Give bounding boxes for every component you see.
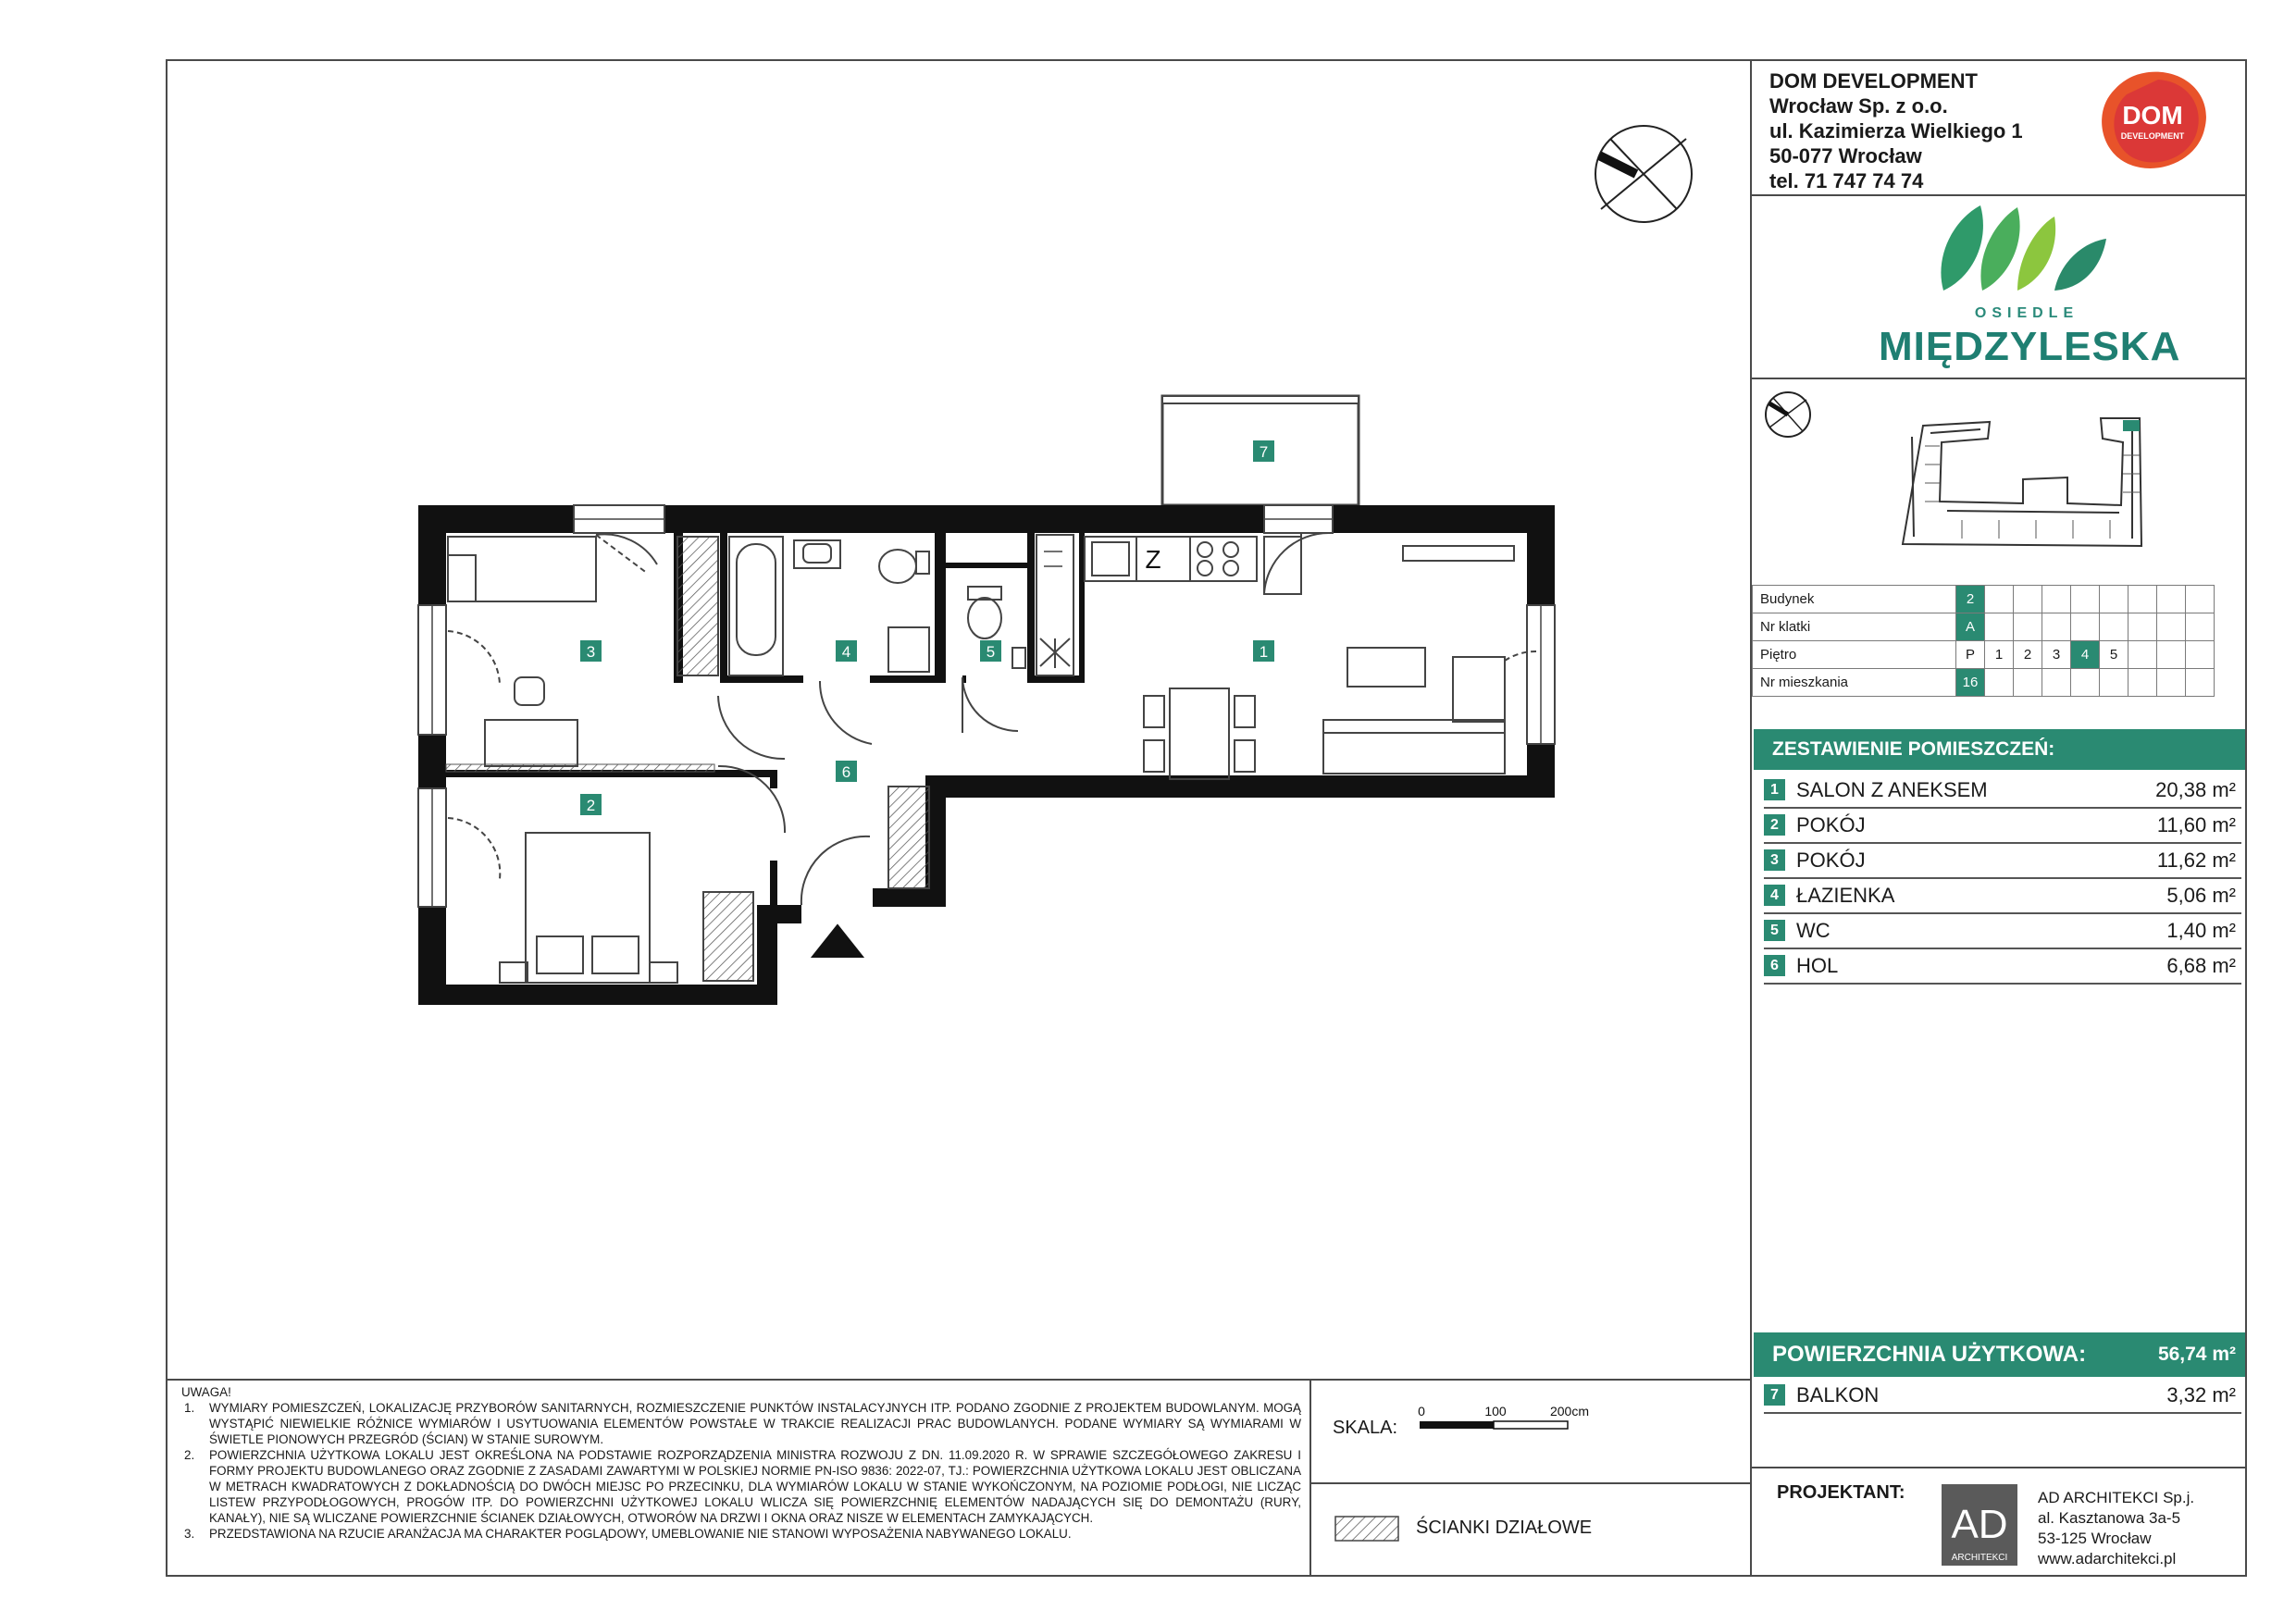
room-badge-2: 2 [586,797,596,814]
svg-text:ARCHITEKCI: ARCHITEKCI [1951,1553,2008,1563]
total-area-bar [1754,1332,2245,1377]
osiedle-name: MIĘDZYLESKA [1879,324,2181,369]
floor-plan [168,61,1750,1379]
company-phone: tel. 71 747 74 74 [1769,169,1924,192]
list-item: 6 HOL 6,68 m² [1764,949,2241,985]
apartment-highlight [2123,420,2140,431]
architect-address: AD ARCHITEKCI Sp.j. al. Kasztanowa 3a-5 53-125 Wrocław www.adarchitekci.pl [2038,1489,2195,1567]
table-row: Piętro P 1 2 3 4 5 [1753,641,2215,669]
sidebar-divider [1750,59,1752,1577]
scale-bar [1416,1403,1592,1440]
room-2-furniture [448,818,753,983]
note-item: 2. POWIERZCHNIA UŻYTKOWA LOKALU JEST OKREŚLONA NA PODSTAWIE ROZPORZĄDZENIA MINISTRA ROZWOJU Z DN. 11.09.2020 R. W SPRAWIE SZCZEGÓŁOWEGO ZAKRESU I FORMY PROJEKTU BUDOWLANEGO ORAZ ZGODNIE Z ZASADAMI ZAWARTYMI W POLSKIEJ NORMIE PN-ISO 9836: 2022-07, TJ.: POWIERZCHNIA UŻYTKOWA LOKALU JEST OBLICZANA W METRACH KWADRATOWYCH Z DOKŁADNOŚCIĄ DO DWÓCH MIEJSC PO PRZECINKU, DLA WYMIARÓW LOKALU W STANIE WYKOŃCZONYM, NA POZIOMIE PODŁOGI, NIE LICZĄC LISTEW PRZYPODŁOGOWYCH, PROGÓW ITP. DO POWIERZCHNI UŻYTKOWEJ LOKALU WLICZA SIĘ POWIERZCHNIĘ ELEMENTÓW NADAJĄCYCH SIĘ DO DEMONTAŻU (RURY, KANAŁY), NIE SĄ WLICZANE POWIERZCHNIE ŚCIANEK DZIAŁOWYCH, OTWORÓW NA DRZWI I OKNA ORAZ NISZE W ELEMENTACH ZAMYKAJĄCYCH. [184,1448,1301,1525]
apartment-info-table [1752,585,2215,697]
floor-plan-drawing [168,61,1750,1379]
building-outline [1903,418,2141,546]
outer-walls [418,505,1555,1005]
list-item: 4 ŁAZIENKA 5,06 m² [1764,879,2241,914]
table-row: Budynek 2 [1753,586,2215,613]
sidebar-rule-1 [1752,194,2247,196]
notes [181,1384,1301,1542]
company-line: Wrocław Sp. z o.o. [1769,94,1948,118]
balcony-row: 7 BALKON 3,32 m² [1764,1379,2241,1414]
osiedle-small-text: OSIEDLE [1974,305,2079,321]
room-badge-7: 7 [1259,443,1269,461]
entrance-triangle-icon [813,925,863,957]
leaf-mark-icon [1879,202,2175,304]
notes-divider [166,1379,1752,1381]
svg-text:DOM: DOM [2122,101,2183,130]
list-item: 5 WC 1,40 m² [1764,914,2241,949]
notes-title: UWAGA! [181,1385,231,1399]
room-badge-5: 5 [986,643,996,661]
dom-development-logo [2093,68,2214,176]
svg-text:200cm: 200cm [1549,1404,1590,1419]
ad-architekci-logo [1942,1484,2017,1566]
company-name: DOM DEVELOPMENT [1769,69,1978,93]
rooms-list [1764,774,2241,985]
table-row: Nr mieszkania 16 [1753,669,2215,697]
architect-label: PROJEKTANT: [1777,1482,1905,1503]
list-item: 2 POKÓJ 11,60 m² [1764,809,2241,844]
note-item: 1. WYMIARY POMIESZCZEŃ, LOKALIZACJĘ PRZYBORÓW SANITARNYCH, ROZMIESZCZENIE PUNKTÓW INSTALACYJNYCH ITP. PODANO ZGODNIE Z PROJEKTEM BUDOWLANYM. MOGĄ WYSTĄPIĆ NIEWIELKIE RÓŻNICE WYMIARÓW I USYTUOWANIA ELEMENTÓW POWSTAŁE W TRAKCIE REALIZACJI PRAC BUDOWLANYCH. PODANE WYMIARY SĄ WYMIARAMI W ŚWIETLE PIONOWYCH PRZEGRÓD (ŚCIAN) W STANIE SUROWYM. [184,1401,1301,1446]
room-badge-3: 3 [586,643,596,661]
room-badge-1: 1 [1259,643,1269,661]
note-item: 3. PRZEDSTAWIONA NA RZUCIE ARANŻACJA MA CHARAKTER POGLĄDOWY, UMEBLOWANIE NIE STANOWI WYPOSAŻENIA NABYWANEGO LOKALU. [184,1527,1072,1541]
room-badge-6: 6 [841,763,851,781]
room-badge-4: 4 [841,643,851,661]
sidebar-rule-3 [1752,1467,2247,1468]
mini-compass-icon [1766,392,1810,437]
total-area-value: 56,74 m² [2157,1344,2236,1365]
rooms-summary-title: ZESTAWIENIE POMIESZCZEŃ: [1754,729,2245,770]
company-city: 50-077 Wrocław [1769,144,1922,167]
living-furniture [1036,533,1536,779]
north-compass-icon [1595,126,1692,222]
building-key-plan [1758,381,2240,576]
list-item: 1 SALON Z ANEKSEM 20,38 m² [1764,774,2241,809]
legend-label: ŚCIANKI DZIAŁOWE [1416,1518,1593,1538]
selected-floor: 4 [2071,641,2100,669]
stove-label: Z [1145,545,1161,574]
notes-divider-horizontal [1309,1482,1750,1484]
svg-text:100: 100 [1484,1404,1507,1419]
svg-text:DEVELOPMENT: DEVELOPMENT [2120,131,2185,141]
svg-text:0: 0 [1418,1404,1425,1419]
osiedle-logo [1879,202,2181,378]
company-street: ul. Kazimierza Wielkiego 1 [1769,119,2023,142]
bathroom-fixtures [677,537,929,675]
notes-divider-vertical [1309,1379,1311,1577]
partition-wall-legend-icon [1334,1516,1399,1542]
room-3-furniture [448,534,657,766]
developer-address [1769,68,2023,193]
table-row: Nr klatki A [1753,613,2215,641]
list-item: 3 POKÓJ 11,62 m² [1764,844,2241,879]
scale-label: SKALA: [1333,1418,1398,1438]
total-area-label: POWIERZCHNIA UŻYTKOWA: [1772,1342,2087,1367]
sidebar-rule-2 [1752,378,2247,379]
svg-text:AD: AD [1951,1502,2008,1547]
